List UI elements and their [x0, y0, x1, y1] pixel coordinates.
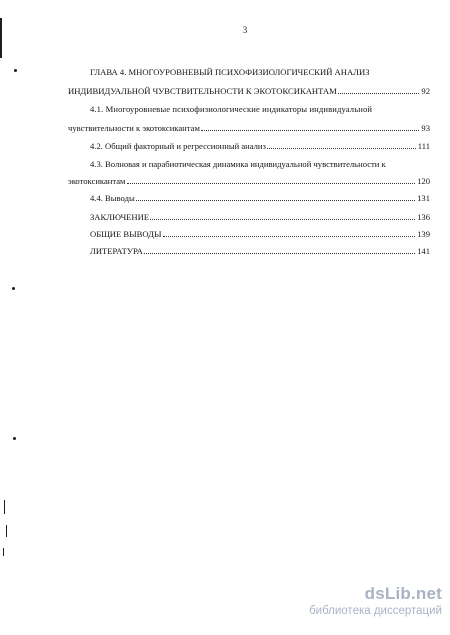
- toc-section-4-3-title-part1: 4.3. Волновая и парабиотическая динамика индивидуальной чувствительности к: [90, 159, 386, 169]
- toc-literature-title: ЛИТЕРАТУРА: [90, 246, 143, 256]
- toc-section-4-3-page: 120: [417, 176, 430, 186]
- scan-mark-bottom: [3, 548, 4, 556]
- toc-section-4-3-line1: [90, 159, 430, 169]
- toc-section-4-2: [90, 141, 430, 151]
- scan-dot: [14, 69, 17, 72]
- toc-conclusion-title: ЗАКЛЮЧЕНИЕ: [90, 212, 150, 222]
- dot-leader: [127, 176, 416, 184]
- watermark-logo: [309, 584, 442, 617]
- toc-chapter-4-page: 92: [421, 86, 430, 96]
- dot-leader: [150, 212, 415, 220]
- dot-leader: [136, 193, 415, 201]
- dot-leader: [144, 246, 415, 254]
- toc-general-conclusions: [90, 229, 430, 239]
- toc-literature-page: 141: [417, 246, 430, 256]
- scan-mark-bottom: [6, 525, 7, 537]
- toc-section-4-4-page: 131: [417, 193, 430, 203]
- watermark-site: dsLib.net: [364, 584, 442, 603]
- scan-dot: [13, 437, 16, 440]
- scan-dot: [12, 287, 15, 290]
- toc-chapter-4-line1: [90, 67, 430, 77]
- page-number: 3: [242, 25, 248, 35]
- toc-section-4-4-title: 4.4. Выводы: [90, 193, 135, 203]
- toc-chapter-4-title-part1: ГЛАВА 4. МНОГОУРОВНЕВЫЙ ПСИХОФИЗИОЛОГИЧЕСКИЙ АНАЛИЗ: [90, 67, 370, 77]
- toc-conclusion-page: 136: [417, 212, 430, 222]
- toc-conclusion: [90, 212, 430, 222]
- scan-mark-bottom: [4, 500, 5, 514]
- dot-leader: [267, 141, 416, 149]
- scan-mark-top-bar: [0, 18, 2, 58]
- toc-section-4-2-page: 111: [417, 141, 430, 151]
- toc-section-4-1-title-part1: 4.1. Многоуровневые психофизиологические индикаторы индивидуальной: [90, 104, 373, 114]
- toc-general-conclusions-page: 139: [417, 229, 430, 239]
- toc-section-4-2-title: 4.2. Общий факторный и регрессионный анализ: [90, 141, 266, 151]
- toc-section-4-1-page: 93: [421, 123, 430, 133]
- dot-leader: [338, 86, 420, 94]
- toc-section-4-3-title-part2: экотоксикантам: [68, 176, 126, 186]
- toc-general-conclusions-title: ОБЩИЕ ВЫВОДЫ: [90, 229, 162, 239]
- toc-chapter-4-line2: [68, 86, 430, 96]
- dot-leader: [201, 123, 420, 131]
- toc-section-4-1-line2: [68, 123, 430, 133]
- toc-section-4-4: [90, 193, 430, 203]
- watermark-caption: библиотека диссертаций: [309, 605, 442, 617]
- dot-leader: [163, 229, 416, 237]
- toc-section-4-1-title-part2: чувствительности к экотоксикантам: [68, 123, 200, 133]
- toc-chapter-4-title-part2: ИНДИВИДУАЛЬНОЙ ЧУВСТВИТЕЛЬНОСТИ К ЭКОТОКСИКАНТАМ: [68, 86, 337, 96]
- toc-section-4-1-line1: [90, 104, 430, 114]
- toc-section-4-3-line2: [68, 176, 430, 186]
- toc-literature: [90, 246, 430, 256]
